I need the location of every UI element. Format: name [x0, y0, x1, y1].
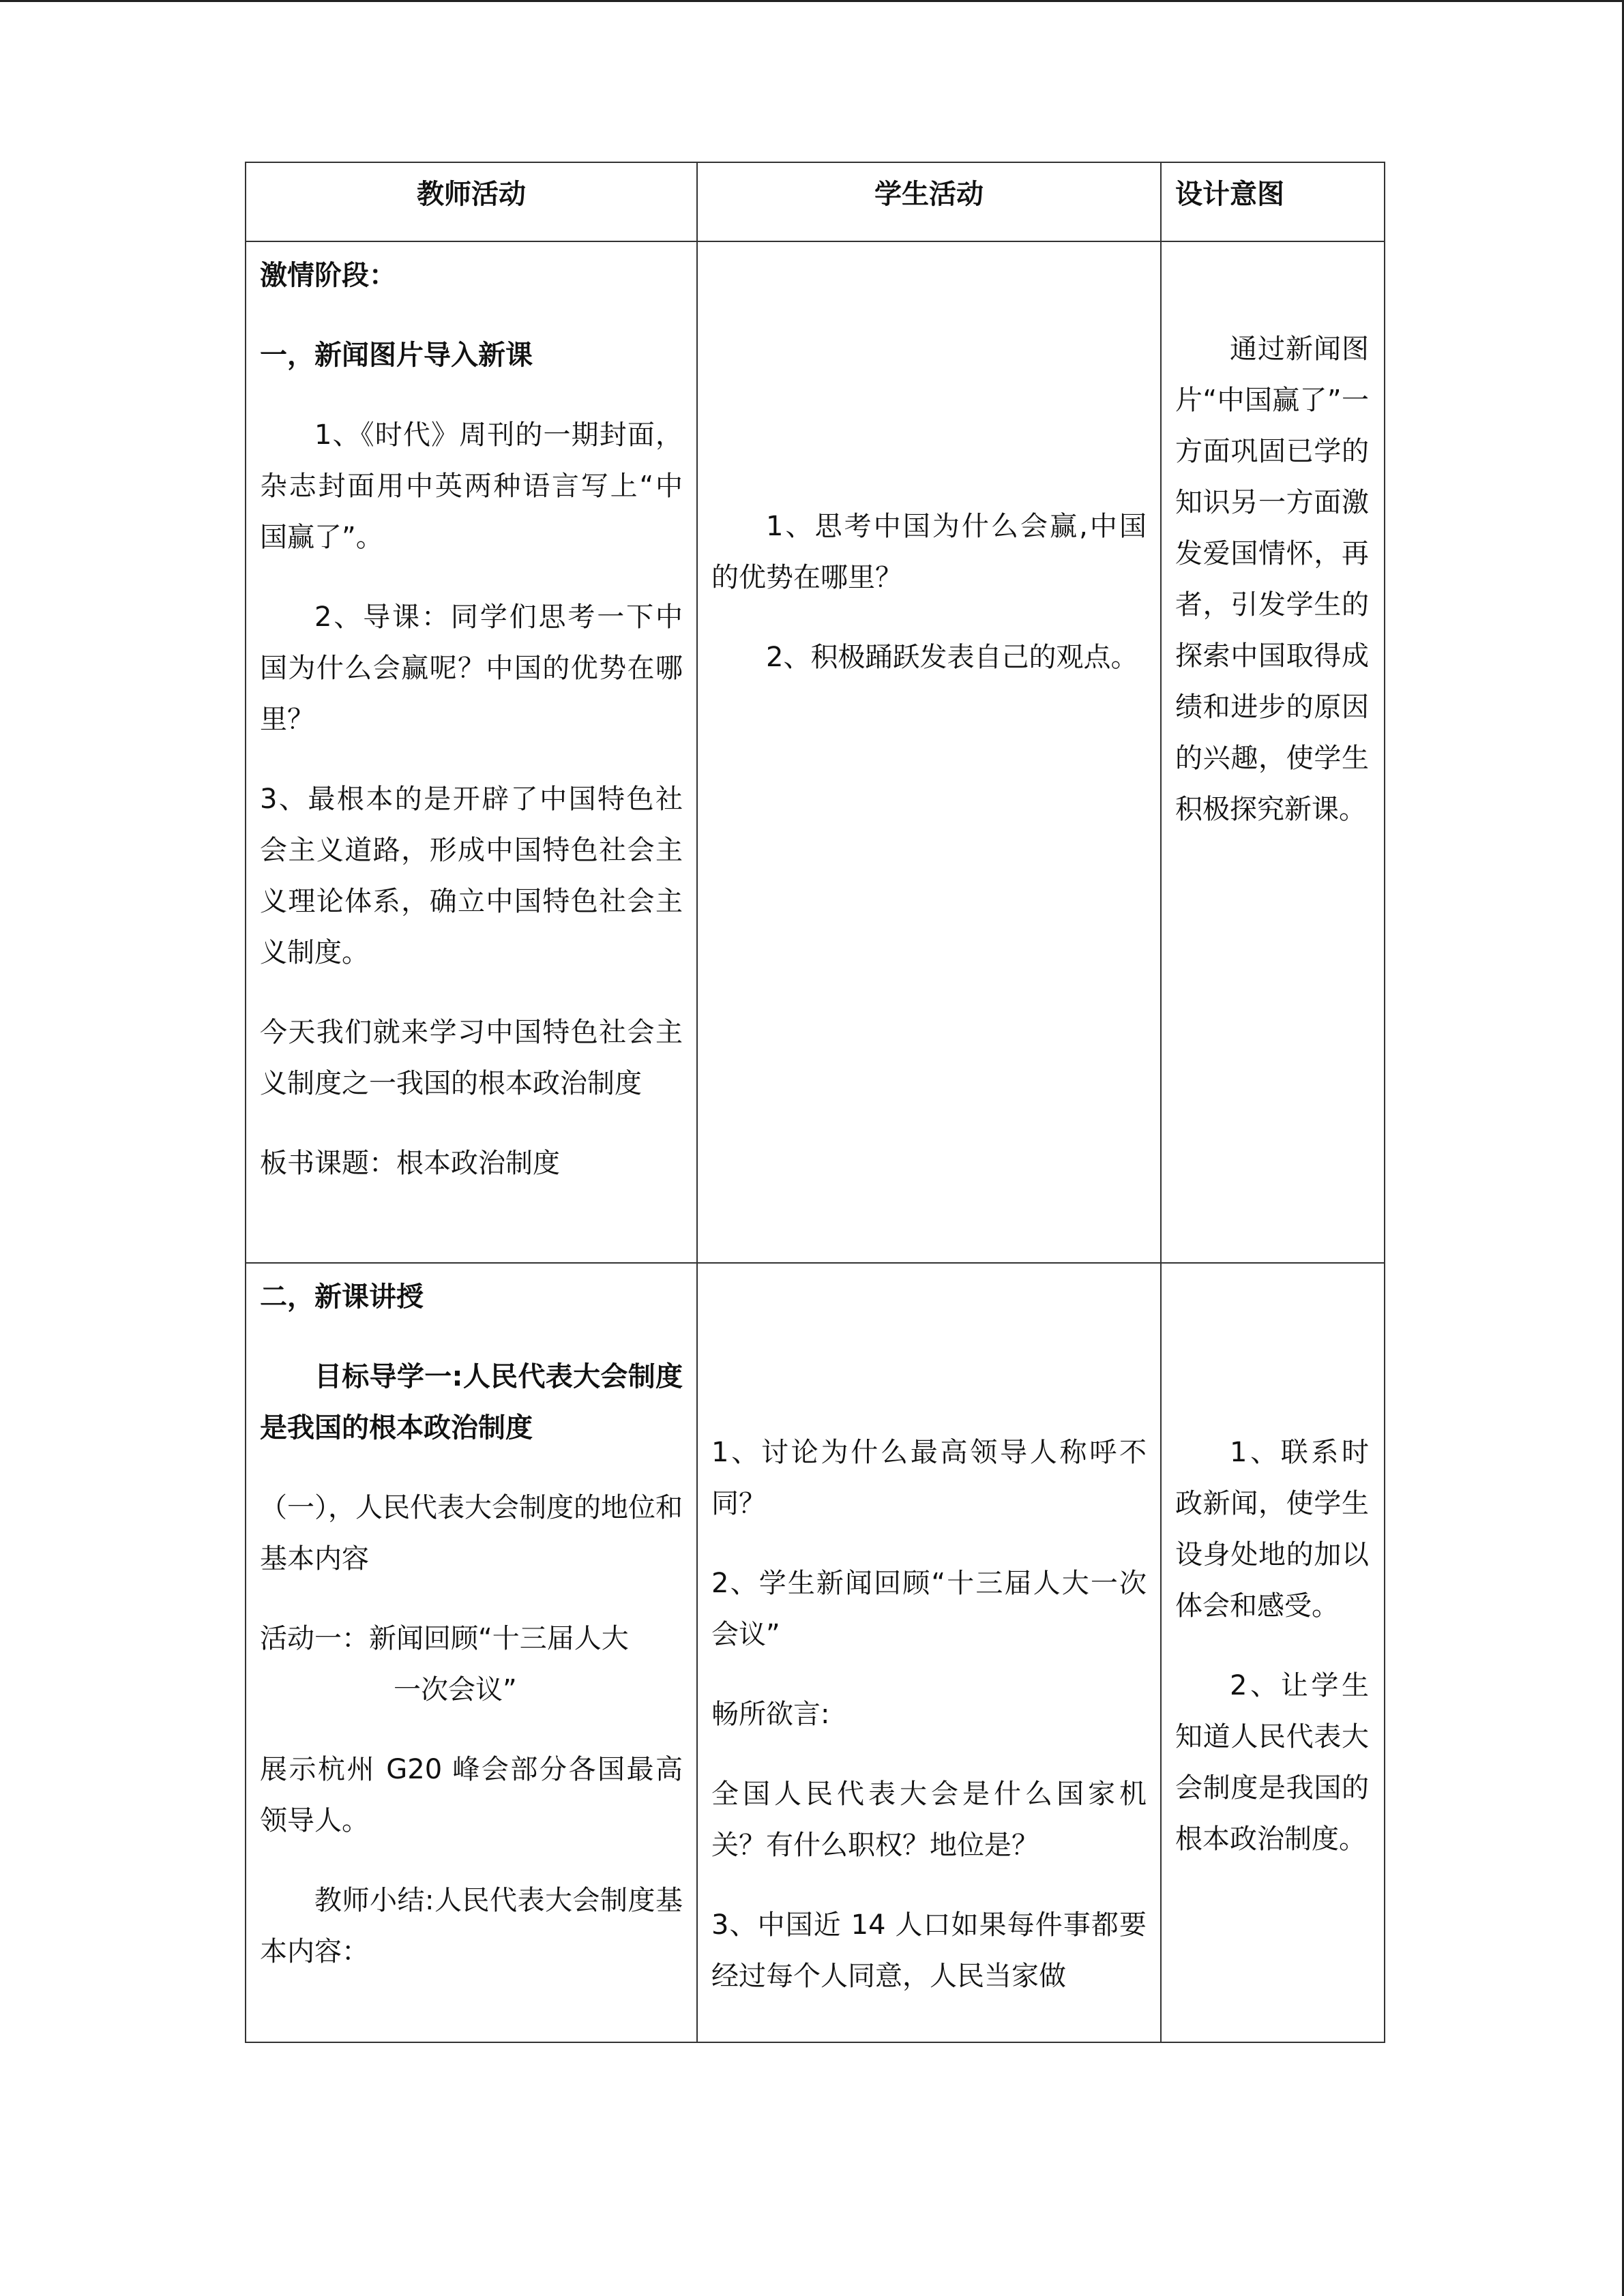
- intent-text-1: 1、联系时政新闻，使学生设身处地的加以体会和感受。: [1175, 1437, 1369, 1622]
- section-title-new-lesson: 二，新课讲授: [260, 1281, 424, 1313]
- intent-text-intro: 通过新闻图片“中国赢了”一方面巩固已学的知识另一方面激发爱国情怀，再者，引发学生的探索中国取得成绩和进步的原因的兴趣，使学生积极探究新课。: [1175, 333, 1369, 825]
- lesson-plan-table: [245, 162, 1385, 2043]
- student-item-1: 1、思考中国为什么会赢,中国的优势在哪里？: [711, 511, 1147, 593]
- stage-label: 激情阶段：: [260, 260, 396, 291]
- student-item-3: 3、中国近 14 人口如果每件事都要经过每个人同意，人民当家做: [711, 1909, 1147, 1992]
- header-student-activity: 学生活动: [697, 162, 1161, 241]
- lesson-teacher-cell: [246, 1263, 697, 2042]
- lesson-student-cell: [697, 1263, 1161, 2042]
- student-news-item: 2、学生新闻回顾“十三届人大一次会议”: [711, 1568, 1147, 1650]
- table-row-intro: [246, 241, 1385, 1263]
- page-top-border: [0, 0, 1624, 2]
- table-header-row: [246, 162, 1385, 241]
- header-design-intent: 设计意图: [1161, 162, 1385, 241]
- teacher-item-1: 1、《时代》周刊的一期封面，杂志封面用中英两种语言写上“中国赢了”。: [260, 419, 683, 553]
- intro-teacher-cell: [246, 241, 697, 1263]
- student-discuss-item: 1、讨论为什么最高领导人称呼不同？: [711, 1437, 1147, 1519]
- intro-intent-cell: [1161, 241, 1385, 1263]
- activity-line-2: 一次会议”: [394, 1674, 517, 1705]
- lesson-intent-cell: [1161, 1263, 1385, 2042]
- section-title-intro: 一，新闻图片导入新课: [260, 340, 533, 371]
- board-title: 板书课题：根本政治制度: [260, 1148, 560, 1179]
- student-item-2: 2、积极踊跃发表自己的观点。: [766, 642, 1138, 673]
- table-row-new-lesson: [246, 1263, 1385, 2042]
- student-question: 全国人民代表大会是什么国家机关？有什么职权？地位是？: [711, 1778, 1147, 1861]
- show-leaders-text: 展示杭州 G20 峰会部分各国最高领导人。: [260, 1754, 683, 1836]
- teacher-item-2: 2、导课：同学们思考一下中国为什么会赢呢？中国的优势在哪里？: [260, 601, 683, 735]
- subsection-title: （一），人民代表大会制度的地位和基本内容: [260, 1492, 683, 1575]
- teacher-item-3: 3、最根本的是开辟了中国特色社会主义道路，形成中国特色社会主义理论体系，确立中国特色社会主义制度。: [260, 784, 683, 968]
- intent-text-2: 2、让学生知道人民代表大会制度是我国的根本政治制度。: [1175, 1670, 1369, 1855]
- teacher-summary: 教师小结:人民代表大会制度基本内容：: [260, 1885, 683, 1967]
- activity-line-1: 活动一：新闻回顾“十三届人大: [260, 1623, 629, 1654]
- header-teacher-activity: 教师活动: [246, 162, 697, 241]
- teacher-item-4: 今天我们就来学习中国特色社会主义制度之一我国的根本政治制度: [260, 1017, 683, 1099]
- intro-student-cell: [697, 241, 1161, 1263]
- student-free-talk-label: 畅所欲言:: [711, 1699, 830, 1730]
- goal-title: 目标导学一:人民代表大会制度是我国的根本政治制度: [260, 1361, 683, 1444]
